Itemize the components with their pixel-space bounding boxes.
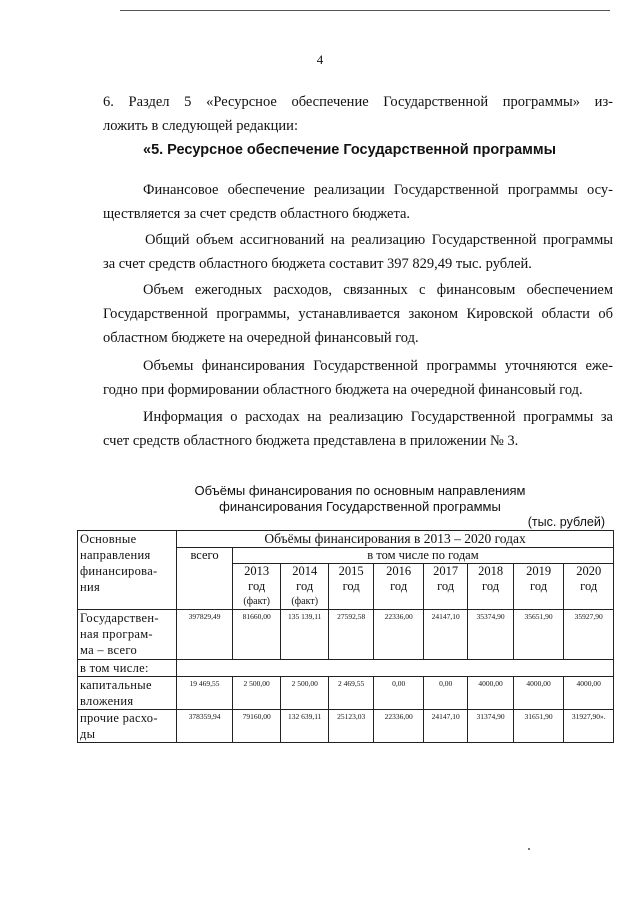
year: 2017 <box>433 564 459 578</box>
col-header-group: Объёмы финансирования в 2013 – 2020 годах <box>177 531 614 548</box>
cell-value: 24147,10 <box>423 710 467 743</box>
year: 2019 <box>526 564 552 578</box>
col-header-byyear: в том числе по годам <box>232 548 613 564</box>
cell-value: 4000,00 <box>513 677 564 710</box>
cell-value: 22336,00 <box>374 710 424 743</box>
col-header-total: всего <box>177 548 233 610</box>
cell-value: 132 639,11 <box>281 710 329 743</box>
cell-value: 35927,90 <box>564 610 614 660</box>
paragraph-line: Объем ежегодных расходов, связанных с финансовым обеспечением <box>143 282 613 298</box>
cell-value: 31651,90 <box>513 710 564 743</box>
row-label <box>78 610 177 660</box>
row-label-text: ды <box>80 727 96 741</box>
cell-value: 2 469,55 <box>328 677 373 710</box>
financing-table <box>77 530 614 743</box>
cell-value: 31374,90 <box>468 710 513 743</box>
cell-value: 4000,00 <box>468 677 513 710</box>
paragraph-line: счет средств областного бюджета представлена в приложении № 3. <box>103 433 519 449</box>
table-header-row <box>78 531 614 548</box>
year-word: год <box>482 579 500 593</box>
year: 2015 <box>338 564 364 578</box>
cell-value: 25123,03 <box>328 710 373 743</box>
year-header <box>328 564 373 610</box>
cell-value: 22336,00 <box>374 610 424 660</box>
year-word: год <box>437 579 455 593</box>
paragraph-line: ществляется за счет средств областного бюджета. <box>103 206 411 222</box>
cell-value: 0,00 <box>423 677 467 710</box>
paragraph-line: Информация о расходах на реализацию Государственной программы за <box>143 409 613 425</box>
col-header-directions <box>78 531 177 610</box>
year-header <box>564 564 614 610</box>
row-label-text: ма – всего <box>80 643 138 657</box>
row-label-text: Государствен- <box>80 611 159 625</box>
cell-total: 19 469,55 <box>177 677 233 710</box>
unit-label: (тыс. рублей) <box>527 515 605 529</box>
year: 2013 <box>244 564 270 578</box>
paragraph-line: годно при формировании областного бюджета на очередной финансовый год. <box>103 382 583 398</box>
year-word: год <box>390 579 408 593</box>
empty-cell <box>177 660 614 677</box>
cell-value: 31927,90». <box>564 710 614 743</box>
year-note: (факт) <box>291 596 319 607</box>
paragraph-line: Финансовое обеспечение реализации Государственной программы осу- <box>143 182 613 198</box>
row-label-text: капитальные <box>80 678 152 692</box>
year-header <box>232 564 281 610</box>
table-row-capital <box>78 677 614 710</box>
header-text: ния <box>80 580 101 594</box>
year-note: (факт) <box>243 596 271 607</box>
cell-total: 378359,94 <box>177 710 233 743</box>
cell-value: 24147,10 <box>423 610 467 660</box>
row-label-text: ная програм- <box>80 627 153 641</box>
year-header <box>281 564 329 610</box>
paragraph-line: Государственной программы, устанавливается законом Кировской области об <box>103 306 613 322</box>
year: 2016 <box>386 564 412 578</box>
year-word: год <box>342 579 360 593</box>
page-number: 4 <box>316 52 324 67</box>
header-text: Основные <box>80 532 137 546</box>
table-caption-line2: финансирования Государственной программы <box>219 499 501 514</box>
cell-value: 0,00 <box>374 677 424 710</box>
year-header <box>374 564 424 610</box>
table-row-program-total <box>78 610 614 660</box>
year-word: год <box>248 579 266 593</box>
amendment-intro-line2: ложить в следующей редакции: <box>103 118 298 134</box>
year-header <box>423 564 467 610</box>
paragraph-line: за счет средств областного бюджета составит 397 829,49 тыс. рублей. <box>103 256 532 272</box>
cell-value: 27592,58 <box>328 610 373 660</box>
paragraph-line: Общий объем ассигнований на реализацию Государственной программы <box>145 232 613 248</box>
cell-total: 397829,49 <box>177 610 233 660</box>
row-label-text: прочие расхо- <box>80 711 158 725</box>
year: 2020 <box>576 564 602 578</box>
cell-value: 35374,90 <box>468 610 513 660</box>
row-label <box>78 710 177 743</box>
cell-value: 2 500,00 <box>281 677 329 710</box>
cell-value: 2 500,00 <box>232 677 281 710</box>
header-text: направления <box>80 548 151 562</box>
cell-value: 35651,90 <box>513 610 564 660</box>
year-header <box>513 564 564 610</box>
year-word: год <box>580 579 598 593</box>
cell-value: 79160,00 <box>232 710 281 743</box>
row-label: в том числе: <box>78 660 177 677</box>
row-label-text: вложения <box>80 694 134 708</box>
year: 2014 <box>292 564 318 578</box>
top-rule <box>120 10 610 11</box>
table-caption-line1: Объёмы финансирования по основным направлениям <box>194 483 526 498</box>
cell-value: 81660,00 <box>232 610 281 660</box>
year-header <box>468 564 513 610</box>
year: 2018 <box>478 564 504 578</box>
year-word: год <box>530 579 548 593</box>
amendment-intro-line1: 6. Раздел 5 «Ресурсное обеспечение Государственной программы» из- <box>103 94 613 110</box>
table-row-including <box>78 660 614 677</box>
cell-value: 135 139,11 <box>281 610 329 660</box>
scan-speck <box>528 848 530 850</box>
cell-value: 4000,00 <box>564 677 614 710</box>
year-word: год <box>296 579 314 593</box>
section-heading: «5. Ресурсное обеспечение Государственной программы <box>143 142 556 158</box>
header-text: финансирова- <box>80 564 158 578</box>
paragraph-line: Объемы финансирования Государственной программы уточняются еже- <box>143 358 613 374</box>
paragraph-line: областном бюджете на очередной финансовый год. <box>103 330 419 346</box>
row-label <box>78 677 177 710</box>
table-row-other <box>78 710 614 743</box>
